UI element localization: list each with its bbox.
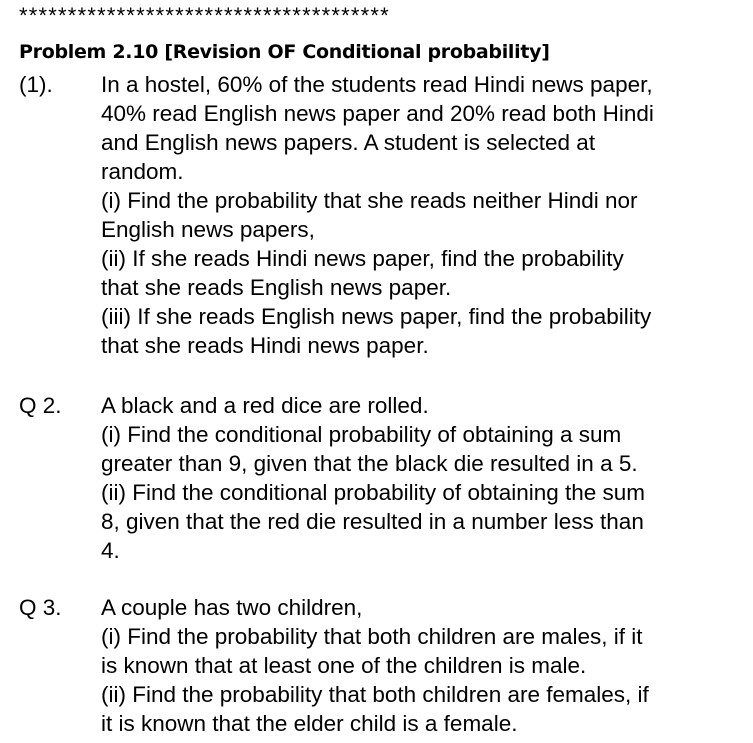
question-number: Q 3. xyxy=(19,595,62,620)
question-text xyxy=(101,593,741,738)
text-line: 4. xyxy=(101,538,120,563)
text-line: English news papers, xyxy=(101,217,315,242)
text-line: random. xyxy=(101,159,184,184)
text-line: (i) Find the probability that she reads neither Hindi nor xyxy=(101,188,638,213)
question-number: (1). xyxy=(19,72,53,97)
text-line: greater than 9, given that the black die resulted in a 5. xyxy=(101,451,638,476)
star-separator: ************************************** xyxy=(19,3,390,28)
question-text xyxy=(101,391,741,565)
text-line: that she reads English news paper. xyxy=(101,275,452,300)
text-line: In a hostel, 60% of the students read Hindi news paper, xyxy=(101,72,653,97)
text-line: and English news papers. A student is selected at xyxy=(101,130,596,155)
problem-heading: Problem 2.10 [Revision OF Conditional probability] xyxy=(19,41,550,63)
text-line: A couple has two children, xyxy=(101,595,363,620)
text-line: A black and a red dice are rolled. xyxy=(101,393,429,418)
text-line: 40% read English news paper and 20% read both Hindi xyxy=(101,101,654,126)
text-line: (ii) Find the probability that both children are females, if xyxy=(101,682,649,707)
question-number: Q 2. xyxy=(19,393,62,418)
text-line: 8, given that the red die resulted in a number less than xyxy=(101,509,644,534)
question-text xyxy=(101,70,741,360)
text-line: (ii) If she reads Hindi news paper, find the probability xyxy=(101,246,624,271)
text-line: (ii) Find the conditional probability of obtaining the sum xyxy=(101,480,646,505)
text-line: it is known that the elder child is a female. xyxy=(101,711,518,736)
text-line: that she reads Hindi news paper. xyxy=(101,333,429,358)
text-line: (i) Find the probability that both children are males, if it xyxy=(101,624,643,649)
text-line: is known that at least one of the children is male. xyxy=(101,653,587,678)
text-line: (i) Find the conditional probability of obtaining a sum xyxy=(101,422,622,447)
text-line: (iii) If she reads English news paper, find the probability xyxy=(101,304,652,329)
